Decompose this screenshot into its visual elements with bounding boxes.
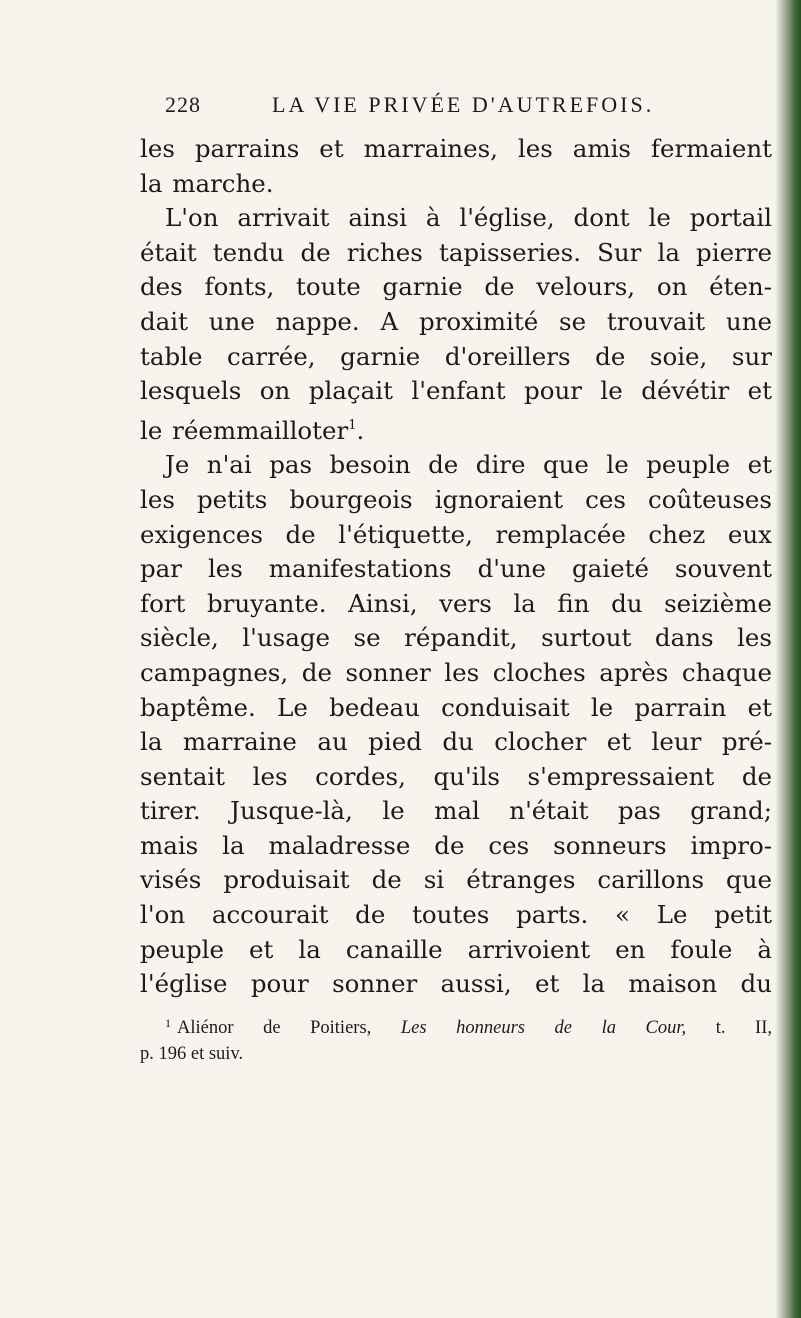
text-line-content: table carrée, garnie d'oreillers de soie, sur (140, 341, 772, 371)
book-binding-edge (781, 0, 801, 1318)
page-number: 228 (165, 92, 201, 117)
text-line-content: le réemmailloter (140, 415, 349, 445)
text-line-content: les petits bourgeois ignoraient ces coûteuses (140, 484, 772, 514)
running-title: LA VIE PRIVÉE D'AUTREFOIS. (272, 92, 655, 117)
text-line-content: visés produisait de si étranges carillons que (140, 865, 772, 895)
text-line-content: campagnes, de sonner les cloches après chaque (140, 657, 772, 687)
text-line (140, 132, 772, 167)
text-line (140, 270, 772, 305)
text-line-content: mais la maladresse de ces sonneurs impro- (140, 830, 772, 860)
text-line (140, 621, 772, 656)
text-line (140, 201, 772, 236)
text-line-content: l'église pour sonner aussi, et la maison du (140, 969, 772, 999)
text-line (140, 829, 772, 864)
text-line (140, 725, 772, 760)
text-line (140, 933, 772, 968)
footnotes (140, 1010, 772, 1067)
footnote-title: Les honneurs de la Cour, (400, 1017, 687, 1038)
text-line (140, 340, 772, 375)
text-line (140, 656, 772, 691)
text-line-content: la marraine au pied du clocher et leur pré- (140, 727, 772, 757)
body-text (140, 132, 772, 1002)
text-line-content: fort bruyante. Ainsi, vers la fin du seizième (140, 588, 772, 618)
text-line (140, 552, 772, 587)
text-line (140, 483, 772, 518)
text-line-content: par les manifestations d'une gaieté souvent (140, 554, 772, 584)
footnote-line (140, 1010, 772, 1041)
text-line-content: Je n'ai pas besoin de dire que le peuple et (165, 450, 772, 480)
footnote-mark: 1 (165, 1015, 171, 1030)
text-line-content: dait une nappe. A proximité se trouvait une (140, 306, 772, 336)
text-line-content: siècle, l'usage se répandit, surtout dans les (140, 623, 772, 653)
text-line (140, 691, 772, 726)
text-line (140, 409, 772, 449)
text-line-content: exigences de l'étiquette, remplacée chez eux (140, 519, 772, 549)
text-line (140, 305, 772, 340)
text-line-content: tirer. Jusque-là, le mal n'était pas grand; (140, 796, 772, 826)
text-line (140, 374, 772, 409)
text-line (140, 448, 772, 483)
text-line-content: la marche. (140, 168, 274, 198)
text-line-content: l'on accourait de toutes parts. « Le petit (140, 900, 772, 930)
footnote-line-2: p. 196 et suiv. (140, 1043, 244, 1064)
text-line (140, 760, 772, 795)
text-line (140, 236, 772, 271)
footnote-author: Aliénor de Poitiers, (177, 1017, 372, 1038)
text-line-content: les parrains et marraines, les amis fermaient (140, 134, 772, 163)
text-line (140, 967, 772, 1002)
text-line (140, 587, 772, 622)
text-line-content: peuple et la canaille arrivoient en foule à (140, 934, 772, 964)
text-line-content: baptême. Le bedeau conduisait le parrain et (140, 692, 772, 722)
text-line (140, 518, 772, 553)
footnote-reference-mark: 1 (348, 417, 357, 433)
text-line-content: était tendu de riches tapisseries. Sur la pierre (140, 237, 772, 267)
footnote-reference: t. II, (715, 1017, 772, 1038)
book-page (140, 88, 772, 1067)
running-header (140, 88, 772, 128)
text-line-content: L'on arrivait ainsi à l'église, dont le portail (165, 203, 772, 233)
text-line-suffix: . (356, 415, 365, 445)
text-line (140, 898, 772, 933)
text-line-content: lesquels on plaçait l'enfant pour le dévétir et (140, 376, 772, 406)
text-line (140, 794, 772, 829)
text-line-content: sentait les cordes, qu'ils s'empressaient de (140, 761, 772, 791)
text-line (140, 863, 772, 898)
text-line-content: des fonts, toute garnie de velours, on éten- (140, 272, 772, 302)
text-line (140, 167, 772, 202)
